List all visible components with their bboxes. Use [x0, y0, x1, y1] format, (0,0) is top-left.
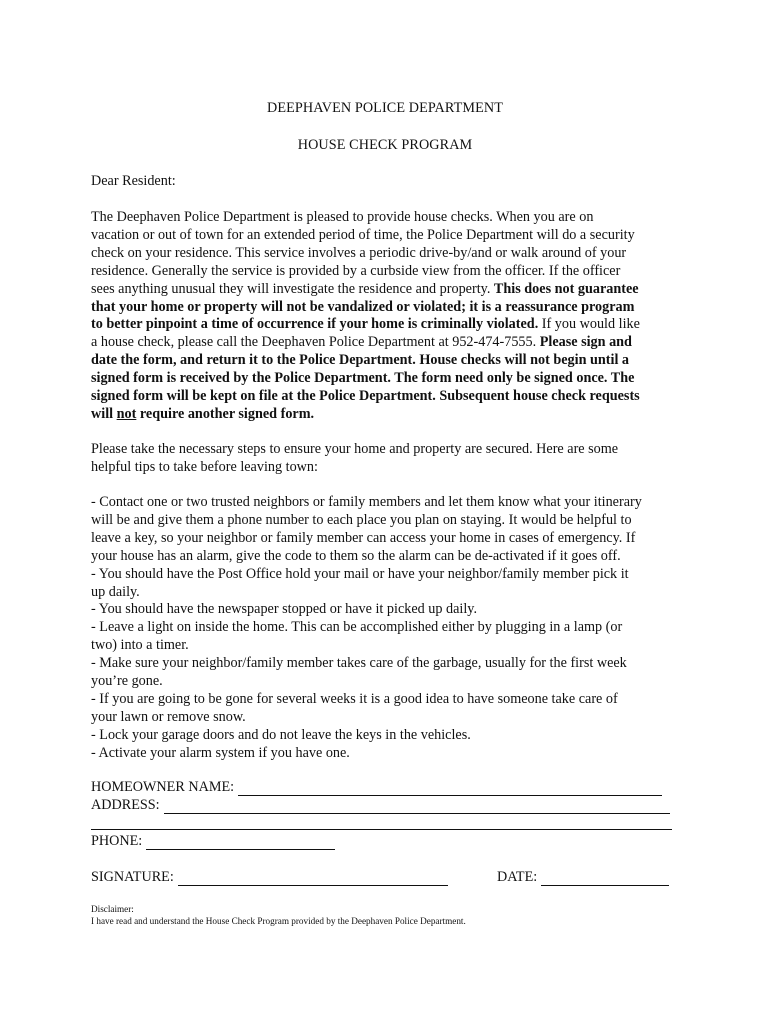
tip-line: - You should have the newspaper stopped or have it picked up daily.	[91, 601, 478, 618]
intro-bold-text: signed form will be kept on file at the Police Department. Subsequent house check requests	[91, 388, 640, 405]
disclaimer-text: I have read and understand the House Check Program provided by the Deephaven Police Department.	[91, 915, 466, 926]
date-row	[497, 869, 669, 886]
intro-line: vacation or out of town for an extended period of time, the Police Department will do a security	[91, 226, 635, 243]
phone-row	[91, 833, 335, 850]
intro-line	[91, 299, 691, 317]
tip-line: you’re gone.	[91, 673, 163, 690]
tip-line: your lawn or remove snow.	[91, 708, 246, 725]
intro-bold-text	[91, 406, 314, 422]
signature-field[interactable]	[178, 872, 448, 886]
intro-paragraph	[91, 209, 691, 424]
intro-line: check on your residence. This service involves a periodic drive-by/and or walk around of your	[91, 244, 627, 261]
intro-bold-text: This does not guarantee	[493, 280, 639, 297]
address-label: ADDRESS:	[91, 797, 160, 813]
intro-underlined-text: not	[116, 405, 137, 422]
date-label: DATE:	[497, 869, 538, 885]
intro-text: If you would like	[538, 316, 640, 333]
intro-line	[91, 316, 691, 334]
homeowner-name-row	[91, 779, 671, 796]
disclaimer-title: Disclaimer:	[91, 904, 134, 914]
tip-line: - If you are going to be gone for several weeks it is a good idea to have someone take care of	[91, 690, 618, 707]
intro-text: sees anything unusual they will investigate the residence and property.	[91, 280, 494, 297]
salutation: Dear Resident:	[91, 173, 176, 189]
steps-intro-line: helpful tips to take before leaving town:	[91, 458, 318, 475]
tip-line: - Contact one or two trusted neighbors or family members and let them know what your itinerary	[91, 494, 642, 510]
address-field[interactable]	[164, 800, 670, 814]
tip-line: - Lock your garage doors and do not leave the keys in the vehicles.	[91, 726, 471, 743]
intro-bold-text: require another signed form.	[136, 405, 315, 422]
steps-intro-line: Please take the necessary steps to ensure your home and property are secured. Here are some	[91, 441, 619, 457]
address-row	[91, 797, 673, 814]
tip-line: your house has an alarm, give the code to them so the alarm can be de-activated if it goes off.	[91, 547, 621, 564]
intro-line	[91, 334, 691, 352]
signature-label: SIGNATURE:	[91, 869, 174, 885]
tip-line: - Activate your alarm system if you have one.	[91, 744, 350, 761]
intro-bold-text: that your home or property will not be vandalized or violated; it is a reassurance program	[91, 298, 635, 315]
intro-bold-text: Please sign and	[539, 334, 632, 351]
intro-line	[91, 406, 691, 424]
disclaimer	[91, 904, 466, 927]
intro-bold-text: will	[91, 405, 117, 422]
tip-line: - Make sure your neighbor/family member takes care of the garbage, usually for the first week	[91, 655, 627, 672]
tip-line: up daily.	[91, 583, 140, 600]
tip-line: leave a key, so your neighbor or family member can access your home in cases of emergency. If	[91, 529, 636, 546]
intro-line: residence. Generally the service is provided by a curbside view from the officer. If the officer	[91, 262, 621, 279]
program-title: HOUSE CHECK PROGRAM	[297, 137, 473, 153]
homeowner-name-label: HOMEOWNER NAME:	[91, 779, 235, 795]
intro-line	[91, 352, 691, 370]
tip-line: - You should have the Post Office hold your mail or have your neighbor/family member pick it	[91, 565, 629, 582]
tip-line: - Leave a light on inside the home. This can be accomplished either by plugging in a lamp (or	[91, 619, 623, 636]
phone-label: PHONE:	[91, 833, 143, 849]
intro-bold-text: signed form is received by the Police Department. The form need only be signed once. The	[91, 370, 635, 387]
intro-text: a house check, please call the Deephaven Police Department at 952-474-7555.	[91, 334, 540, 351]
intro-bold-text: to better pinpoint a time of occurrence if your home is criminally violated.	[91, 316, 539, 333]
tip-line: will be and give them a phone number to each place you plan on staying. It would be helpful to	[91, 511, 632, 528]
phone-field[interactable]	[146, 836, 335, 850]
intro-bold-text: date the form, and return it to the Police Department. House checks will not begin until a	[91, 352, 630, 369]
signature-row	[91, 869, 448, 886]
tips-list	[91, 494, 691, 763]
intro-line: The Deephaven Police Department is pleased to provide house checks. When you are on	[91, 209, 594, 225]
homeowner-name-field[interactable]	[238, 782, 662, 796]
date-field[interactable]	[541, 872, 669, 886]
department-title: DEEPHAVEN POLICE DEPARTMENT	[267, 100, 503, 116]
tip-line: two) into a timer.	[91, 637, 189, 654]
address-field-line2[interactable]	[91, 829, 672, 830]
intro-line	[91, 370, 691, 388]
intro-line	[91, 388, 691, 406]
steps-intro-paragraph	[91, 441, 691, 477]
intro-line	[91, 281, 691, 299]
